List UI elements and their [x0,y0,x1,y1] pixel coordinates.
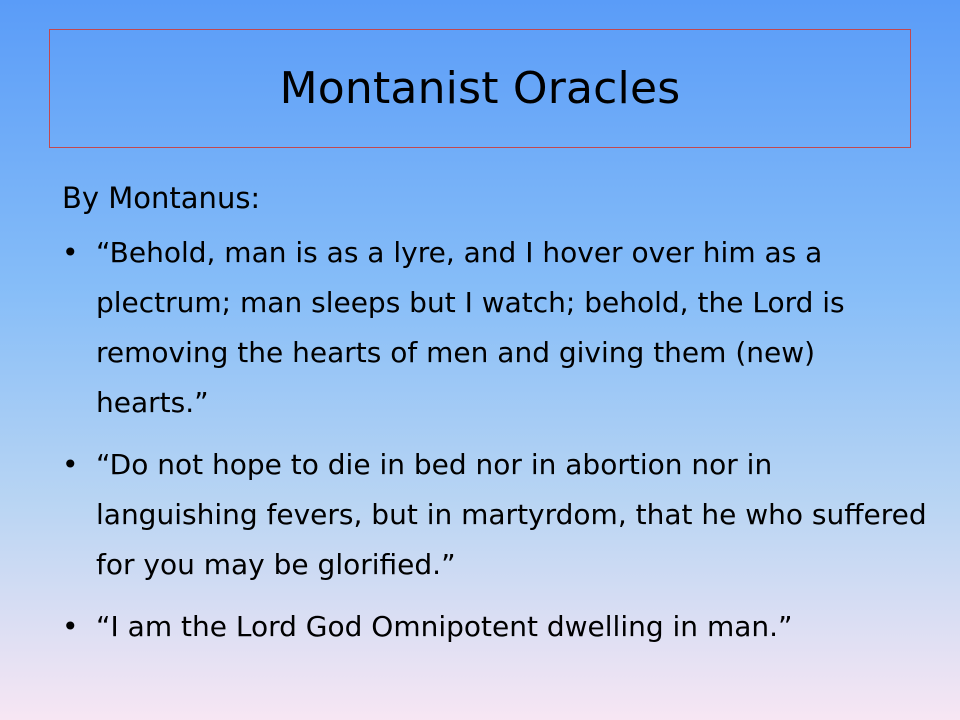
bullet-dot-icon: • [62,610,79,643]
list-item [62,440,932,590]
bullet-text: “Do not hope to die in bed nor in abortion nor in languishing fevers, but in martyrdom, that he who suffered for you may be glorified.” [96,448,927,581]
bullet-dot-icon: • [62,448,79,481]
list-item [62,228,932,428]
bullet-list [62,228,932,652]
bullet-text: “Behold, man is as a lyre, and I hover over him as a plectrum; man sleeps but I watch; behold, the Lord is removing the hearts of men and giving them (new) hearts.” [96,236,845,419]
bullet-dot-icon: • [62,236,79,269]
title-box [49,29,911,148]
slide-body [62,176,932,664]
slide-title: Montanist Oracles [279,63,681,114]
bullet-text: “I am the Lord God Omnipotent dwelling in man.” [96,610,793,643]
intro-text: By Montanus: [62,181,261,215]
list-item [62,602,932,652]
